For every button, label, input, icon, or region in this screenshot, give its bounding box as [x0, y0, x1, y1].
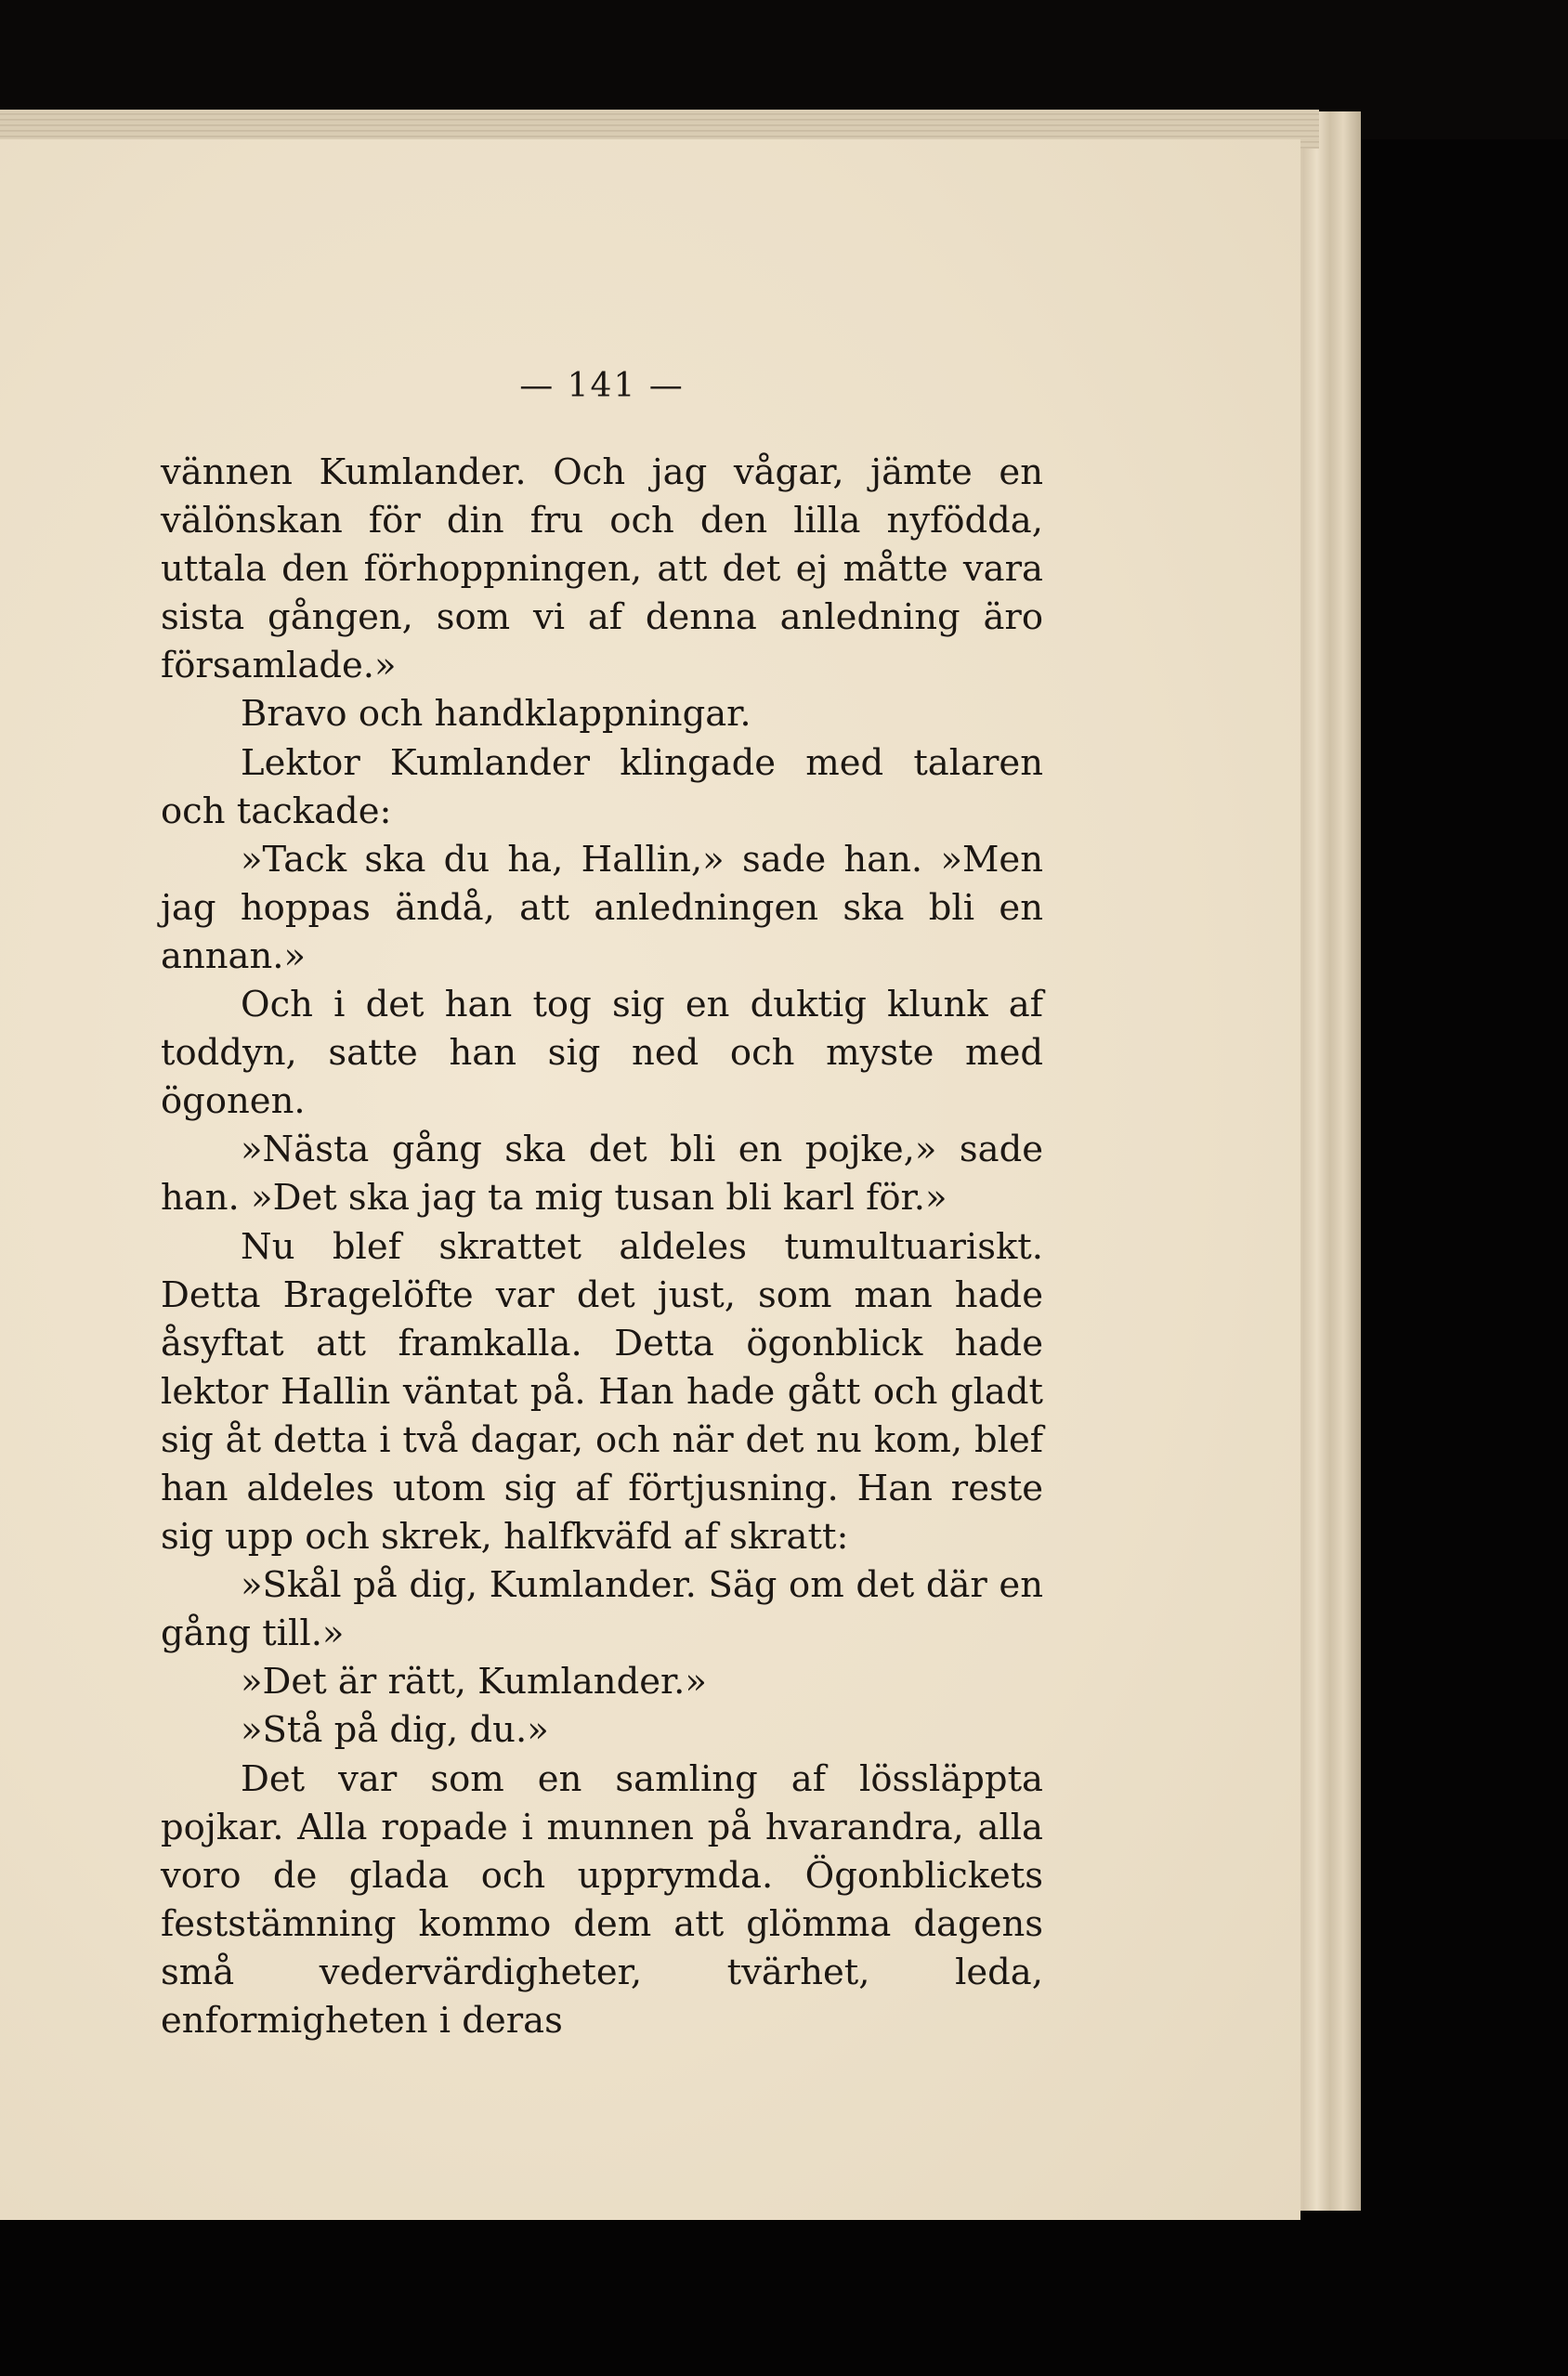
- paragraph: vännen Kumlander. Och jag vågar, jämte en välönskan för din fru och den lilla nyfödda, uttala den förhoppningen, att det ej måtte vara sista gången, som vi af denna anledning äro församlade.»: [161, 451, 1043, 687]
- paragraph: »Stå på dig, du.»: [241, 1709, 549, 1752]
- paragraph: Och i det han tog sig en duktig klunk af toddyn, satte han sig ned och myste med ögonen.: [161, 984, 1043, 1123]
- paragraph: »Nästa gång ska det bli en pojke,» sade han. »Det ska jag ta mig tusan bli karl för.»: [161, 1129, 1043, 1220]
- paragraph: Det var som en samling af lössläppta pojkar. Alla ropade i munnen på hvarandra, alla voro de glada och upprymda. Ögonblickets feststämning kommo dem att glömma dagens små vedervärdigheter, tvärhet, leda, enformigheten i deras: [161, 1757, 1043, 2042]
- paragraph: Bravo och handklappningar.: [241, 693, 751, 736]
- paragraph: »Det är rätt, Kumlander.»: [241, 1661, 707, 1704]
- paragraph: Lektor Kumlander klingade med talaren och tackade:: [161, 741, 1043, 832]
- page-number: — 141 —: [519, 367, 685, 405]
- paragraph: »Skål på dig, Kumlander. Säg om det där en gång till.»: [161, 1564, 1043, 1655]
- paragraph: Nu blef skrattet aldeles tumultuariskt. Detta Bragelöfte var det just, som man hade åsyftat att framkalla. Detta ögonblick hade lektor Hallin väntat på. Han hade gått och gladt sig åt detta i två dagar, och när det nu kom, blef han aldeles utom sig af förtjusning. Han reste sig upp och skrek, halfkväfd af skratt:: [161, 1225, 1043, 1559]
- page-text-block: [161, 367, 1043, 2045]
- paragraph: »Tack ska du ha, Hallin,» sade han. »Men jag hoppas ändå, att anledningen ska bli en annan.»: [161, 838, 1043, 977]
